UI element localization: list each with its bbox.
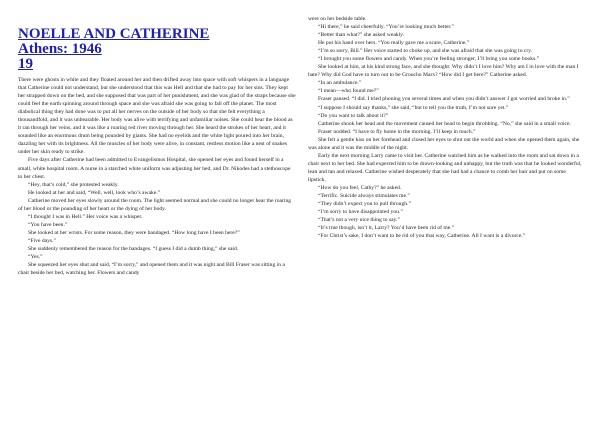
paragraph: “I mean—who found me?” [318, 88, 379, 95]
paragraph: “You have been.” [28, 221, 68, 228]
paragraph: “They didn’t expect you to pull through.” [318, 201, 411, 208]
paragraph: Catherine shook her head and the movement caused her head to begin throbbing. “No,” she said in a small voice. [318, 120, 571, 127]
paragraph: She felt a gentle kiss on her forehead and closed her eyes to shut out the world and when she opened them again, she was alone and it was the middle of the night. [308, 136, 580, 151]
paragraph: Fraser paused. “I did. I tried phoning you several times and when you didn’t answer I got worried and broke in.” [318, 96, 570, 103]
paragraph: Catherine moved her eyes slowly around the room. The light seemed normal and she could no longer hear the roaring of her blood or the pounding of her heart or the dying of her body. [18, 197, 292, 212]
paragraph: “Do you want to talk about it?” [318, 112, 389, 119]
paragraph: “I thought I was in Hell.” Her voice was a whisper. [28, 213, 143, 220]
paragraph: She squeezed her eyes shut and said, “I’m sorry,” and opened them and it was night and Bill Fraser was sitting in a chair beside her bed, watching her. Flowers and candy [18, 262, 285, 277]
paragraph: “It’s true though, isn’t it, Larry? You’d have been rid of me.” [318, 225, 455, 232]
paragraph: “In an ambulance.” [318, 80, 362, 87]
paragraph: “I suppose I should say thanks,” she said, “but to tell you the truth, I’m not sure yet.” [318, 104, 509, 111]
paragraph: “That’s not a very nice thing to say.” [318, 217, 400, 224]
paragraph: “Hi there,” he said cheerfully. “You’re looking much better.” [318, 24, 454, 31]
chapter-subtitle[interactable]: Athens: 1946 [18, 41, 102, 57]
paragraph: “Terrific. Suicide always stimulates me.” [318, 193, 410, 200]
paragraph: Fraser nodded. “I have to fly home in the morning. I’ll keep in touch.” [318, 128, 476, 135]
paragraph: She suddenly remembered the reason for the bandages. “I guess I did a dumb thing,” she said. [28, 245, 239, 252]
paragraph: Early the next morning Larry came to visit her. Catherine watched him as he walked into the room and sat down in a chair next to her bed. She had expected him to be drawn-looking and unhappy, but the truth was that he looked wonderful, lean and tan and relaxed. Catherine wished desperately that she had had a chance to comb her hair and put on some lipstick. [308, 152, 582, 183]
paragraph: He put his hand over hers. “You really gave me a scare, Catherine.” [318, 40, 470, 47]
paragraph: “I’m so sorry, Bill.” Her voice started to choke up, and she was afraid that she was going to cry. [318, 48, 533, 55]
paragraph: “Hey, that’s cold,” she protested weakly. [28, 181, 119, 188]
paragraph: She looked at her wrists. For some reason, they were bandaged. “How long have I been here?” [28, 229, 240, 236]
chapter-number[interactable]: 19 [18, 56, 33, 72]
paragraph: “For Christ’s sake, I don’t want to be rid of you that way, Catherine. All I want is a divorce.” [318, 233, 526, 240]
paragraph: She looked at him, at his kind strong face, and she thought: Why didn’t I love him? Why am I in love with the man I hate? Why did God have to turn out to be Groucho Marx? “How did I get here?” Catherine asked. [308, 64, 579, 79]
paragraph: There were ghosts in white and they floated around her and then drifted away into space with soft whispers in a language that Catherine could not understand, but she understood that this was Hell and that she had to pay for her sins. They kept her strapped down on the bed, and she supposed that was part of her punishment, and she was glad of the straps because she could feel the earth spinning around through space and she was afraid she was going to fall off the planet. The most diabolical thing they had done was to put all her nerves on the outside of her body so that she felt everything a thousandfold, and it was unbearable. Her body was alive with terrifying and unfamiliar noises. She could hear the blood as it ran through her veins, and it was like a roaring red river moving through her. She heard the strokes of her heart, and it sounded like an enormous drum being pounded by giants. She had no eyelids and the white light poured into her brain, dazzling her with its brightness. All the muscles of her body were alive, in constant, restless motion like a nest of snakes under her skin ready to strike. [18, 77, 296, 156]
paragraph: “Yes.” [28, 254, 43, 261]
right-column [308, 15, 584, 240]
paragraph: were on her bedside table. [308, 16, 367, 22]
paragraph: He looked at her and said, “Well, well, look who’s awake.” [28, 189, 161, 196]
paragraph: Five days after Catherine had been admitted to Evangelismos Hospital, she opened her eyes and found herself in a small, white hospital room. A nurse in a starched white uniform was adjusting her bed, and Dr. Nikodes had a stethoscope to her chest. [18, 157, 291, 180]
paragraph: “Better than what?” she asked weakly. [318, 32, 404, 39]
paragraph: “Five days.” [28, 237, 56, 244]
book-title[interactable]: NOELLE AND CATHERINE [18, 26, 210, 42]
paragraph: “How do you feel, Cathy?” he asked. [318, 184, 402, 191]
left-column [18, 27, 296, 277]
paragraph: “I brought you some flowers and candy. When you’re feeling stronger, I’ll bring you some books.” [318, 56, 540, 63]
paragraph: “I’m sorry to have disappointed you.” [318, 209, 403, 216]
